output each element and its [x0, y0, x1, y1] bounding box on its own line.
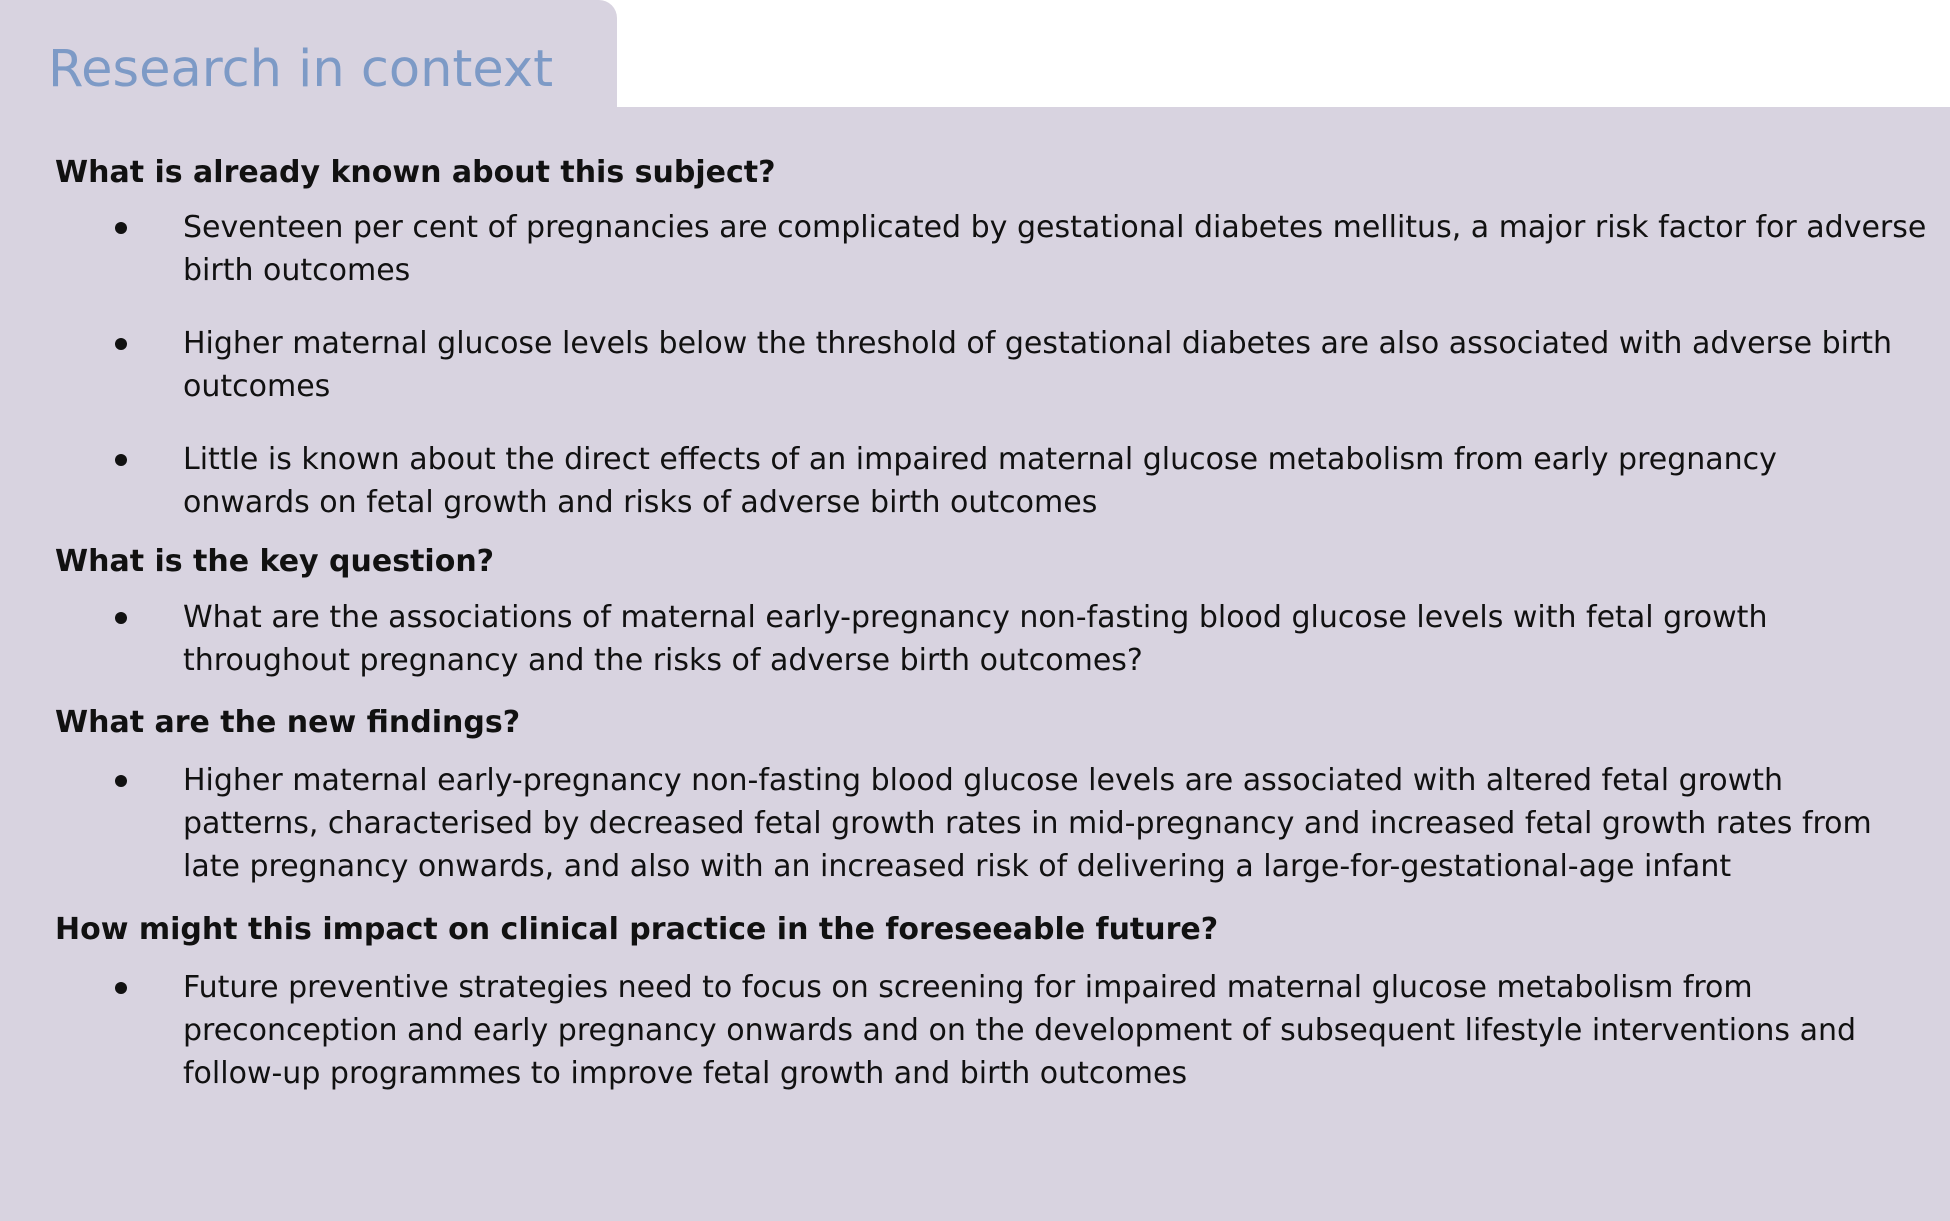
bullet-text-line: What are the associations of maternal early-pregnancy non-fasting blood glucose levels with fetal growth [183, 600, 1768, 635]
section-heading-clinical-impact: How might this impact on clinical practice in the foreseeable future? [55, 912, 1219, 947]
bullet-icon [115, 338, 127, 350]
bullet-icon [115, 222, 127, 234]
list-item [55, 596, 1915, 682]
bullet-text-line: Higher maternal glucose levels below the threshold of gestational diabetes are also associated with adverse birth [183, 326, 1893, 361]
bullet-icon [115, 612, 127, 624]
page-title: Research in context [48, 40, 554, 99]
bullet-text-line: onwards on fetal growth and risks of adverse birth outcomes [183, 485, 1098, 520]
section-key-question [55, 540, 1915, 682]
list-item [55, 759, 1915, 888]
bullet-list-clinical-impact [55, 966, 1915, 1095]
bullet-text-line: Future preventive strategies need to focus on screening for impaired maternal glucose metabolism from [183, 970, 1753, 1005]
bullet-text-line: birth outcomes [183, 253, 411, 288]
bullet-text-line: late pregnancy onwards, and also with an increased risk of delivering a large-for-gestational-age infant [183, 849, 1732, 884]
bullet-text-line: throughout pregnancy and the risks of adverse birth outcomes? [183, 643, 1143, 678]
section-known [55, 151, 1927, 524]
list-item [55, 438, 1915, 524]
bullet-text-line: patterns, characterised by decreased fetal growth rates in mid-pregnancy and increased fetal growth rates from [183, 806, 1872, 841]
section-clinical-impact [55, 908, 1915, 1095]
bullet-list-new-findings [55, 759, 1915, 888]
section-heading-new-findings: What are the new findings? [55, 705, 521, 740]
list-item [55, 206, 1927, 292]
section-heading-known: What is already known about this subject? [55, 155, 776, 190]
bullet-list-known [55, 206, 1927, 524]
section-new-findings [55, 701, 1915, 888]
bullet-text-line: outcomes [183, 369, 331, 404]
bullet-list-key-question [55, 596, 1915, 682]
bullet-text-line: Seventeen per cent of pregnancies are complicated by gestational diabetes mellitus, a major risk factor for adverse [183, 210, 1927, 245]
bullet-text-line: Higher maternal early-pregnancy non-fasting blood glucose levels are associated with altered fetal growth [183, 763, 1783, 798]
list-item [55, 966, 1915, 1095]
bullet-icon [115, 982, 127, 994]
bullet-text-line: follow-up programmes to improve fetal growth and birth outcomes [183, 1056, 1188, 1091]
bullet-icon [115, 454, 127, 466]
section-heading-key-question: What is the key question? [55, 544, 495, 579]
bullet-text-line: Little is known about the direct effects of an impaired maternal glucose metabolism from early pregnancy [183, 442, 1777, 477]
research-content [55, 151, 1927, 1095]
bullet-text-line: preconception and early pregnancy onwards and on the development of subsequent lifestyle interventions and [183, 1013, 1857, 1048]
bullet-icon [115, 775, 127, 787]
list-item [55, 322, 1915, 408]
